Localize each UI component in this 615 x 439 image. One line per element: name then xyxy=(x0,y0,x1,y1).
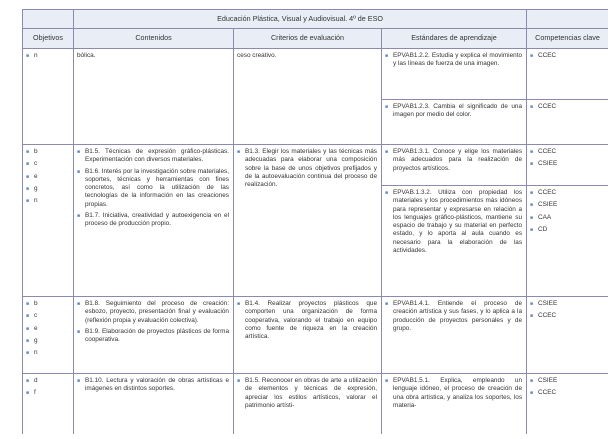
contenidos-cell xyxy=(74,374,234,435)
bullet-icon: ■ xyxy=(237,301,241,307)
competencia-item: ■ CCEC xyxy=(530,312,557,320)
bullet-icon: ■ xyxy=(26,390,30,397)
curriculum-table-wrapper xyxy=(22,9,608,434)
bullet-icon: ■ xyxy=(530,226,534,233)
competencias-cell xyxy=(527,297,608,374)
criterios-cell: ceso creativo. xyxy=(234,49,382,145)
estandar-item: ■ EPVAB1.3.1. Conoce y elige los materiales más adecuados para la realización de proyectos artísticos. xyxy=(385,148,523,172)
bullet-icon: ■ xyxy=(530,313,534,320)
criterios-cell xyxy=(234,145,382,297)
competencia-item: ■ CCEC xyxy=(530,389,557,397)
estandar-cell xyxy=(382,297,527,374)
competencias-cell xyxy=(527,374,608,435)
objetivo-item: ■ e xyxy=(26,324,38,332)
header-estandares: Estándares de aprendizaje xyxy=(382,29,527,49)
competencia-item: ■ CSIEE xyxy=(530,201,558,209)
bullet-icon: ■ xyxy=(26,301,30,307)
title-blank-cell xyxy=(23,10,74,29)
objetivo-item: ■ n xyxy=(26,197,38,205)
bullet-icon: ■ xyxy=(26,53,30,59)
criterio-item: ■ B1.3. Elegir los materiales y las técnicas más adecuadas para elaborar una composición sobre la base de unos objetivos prefijados y de la autoevaluación continua del proceso de realización. xyxy=(237,148,377,189)
bullet-icon: ■ xyxy=(237,378,241,384)
estandar-item: ■ EPVAB1.4.1. Entiende el proceso de creación artística y sus fases, y lo aplica a la producción de proyectos personales y de grupo. xyxy=(385,300,523,332)
estandar-item: ■ EPVAB1.2.3. Cambia el significado de una imagen por medio del color. xyxy=(385,103,523,119)
contenidos-cell xyxy=(74,297,234,374)
competencias-cell xyxy=(527,145,608,186)
bullet-icon: ■ xyxy=(77,213,81,220)
contenido-item: ■ B1.9. Elaboración de proyectos plásticos de forma cooperativa. xyxy=(77,327,229,344)
objetivo-item: ■ f xyxy=(26,389,36,397)
bullet-icon: ■ xyxy=(77,301,81,307)
header-criterios: Criterios de evaluación xyxy=(234,29,382,49)
competencia-item: ■ CCEC xyxy=(530,52,557,59)
bullet-icon: ■ xyxy=(26,149,30,155)
bullet-icon: ■ xyxy=(385,190,389,196)
competencias-cell xyxy=(527,49,608,100)
criterio-item: ■ B1.5. Reconocer en obras de arte a utilización de elementos y técnicas de expresión, apreciar los estilos artísticos, valorar el patrimonio artísti- xyxy=(237,377,377,409)
bullet-icon: ■ xyxy=(237,149,241,155)
contenido-item: ■ B1.10. Lectura y valoración de obras artísticas e imágenes en distintos soportes. xyxy=(77,377,229,393)
bullet-icon: ■ xyxy=(26,198,30,205)
estandar-cell xyxy=(382,100,527,145)
contenidos-cell: bólica. xyxy=(74,49,234,145)
competencia-item: ■ CCEC xyxy=(530,103,557,110)
bullet-icon: ■ xyxy=(26,350,30,357)
contenido-item: ■ B1.6. Interés por la investigación sobre materiales, soportes, técnicas y herramientas con fines concretos, así como la utilización de las tecnologías de la información en las creaciones propias. xyxy=(77,167,229,208)
bullet-icon: ■ xyxy=(26,173,30,180)
criterios-cell xyxy=(234,374,382,435)
bullet-icon: ■ xyxy=(26,185,30,192)
estandar-item: ■ EPVAB1.2.2. Estudia y explica el movimiento y las líneas de fuerza de una imagen. xyxy=(385,52,523,68)
bullet-icon: ■ xyxy=(530,301,534,307)
header-competencias: Competencias clave xyxy=(527,29,608,49)
objetivo-item: ■ g xyxy=(26,184,38,192)
competencia-item: ■ CD xyxy=(530,225,548,233)
competencia-item: ■ CSIEE xyxy=(530,160,558,168)
bullet-icon: ■ xyxy=(530,161,534,168)
table-row xyxy=(23,374,609,435)
bullet-icon: ■ xyxy=(385,53,389,59)
title-row xyxy=(23,10,609,29)
bullet-icon: ■ xyxy=(77,168,81,175)
curriculum-table xyxy=(22,9,608,434)
contenido-item: ■ B1.8. Seguimiento del proceso de creación: esbozo, proyecto, presentación final y evaluación (reflexión propia y evaluación colectiva). xyxy=(77,300,229,324)
bullet-icon: ■ xyxy=(530,104,534,110)
bullet-icon: ■ xyxy=(530,190,534,196)
bullet-icon: ■ xyxy=(77,328,81,335)
bullet-icon: ■ xyxy=(385,149,389,155)
objetivo-item: ■ c xyxy=(26,312,38,320)
bullet-icon: ■ xyxy=(530,214,534,221)
bullet-icon: ■ xyxy=(26,325,30,332)
competencia-item: ■ CCEC xyxy=(530,148,557,155)
objetivos-cell xyxy=(23,297,74,374)
bullet-icon: ■ xyxy=(530,202,534,209)
bullet-icon: ■ xyxy=(530,53,534,59)
table-row xyxy=(23,49,609,100)
bullet-icon: ■ xyxy=(530,378,534,384)
bullet-icon: ■ xyxy=(26,161,30,168)
bullet-icon: ■ xyxy=(385,301,389,307)
bullet-icon: ■ xyxy=(385,378,389,384)
objetivo-item: ■ d xyxy=(26,377,38,384)
estandar-cell xyxy=(382,186,527,297)
header-row xyxy=(23,29,609,49)
bullet-icon: ■ xyxy=(26,313,30,320)
bullet-icon: ■ xyxy=(26,337,30,344)
competencias-cell xyxy=(527,100,608,145)
objetivos-cell xyxy=(23,374,74,435)
competencia-item: ■ CSIEE xyxy=(530,300,558,307)
estandar-cell xyxy=(382,49,527,100)
objetivo-item: ■ e xyxy=(26,172,38,180)
header-objetivos: Objetivos xyxy=(23,29,74,49)
title-blank-cell-right xyxy=(527,10,608,29)
objetivo-item: ■ n xyxy=(26,349,38,357)
criterio-item: ■ B1.4. Realizar proyectos plásticos que comporten una organización de forma cooperativa, valorando el trabajo en equipo como fuente de riqueza en la creación artística. xyxy=(237,300,377,341)
objetivos-cell xyxy=(23,145,74,297)
objetivos-cell xyxy=(23,49,74,145)
bullet-icon: ■ xyxy=(530,390,534,397)
table-row xyxy=(23,297,609,374)
estandar-item: ■ EPVAB1.5.1. Explica, empleando un lenguaje idóneo, el proceso de creación de una obra artística, y analiza los soportes, los materia- xyxy=(385,377,523,409)
contenidos-cell xyxy=(74,145,234,297)
objetivo-item: ■ b xyxy=(26,300,38,307)
criterios-cell xyxy=(234,297,382,374)
competencia-item: ■ CAA xyxy=(530,213,552,221)
contenido-item: ■ B1.7. Iniciativa, creatividad y autoexigencia en el proceso de producción propio. xyxy=(77,212,229,228)
competencia-item: ■ CSIEE xyxy=(530,377,558,384)
objetivo-item: ■ b xyxy=(26,148,38,155)
estandar-cell xyxy=(382,145,527,186)
header-contenidos: Contenidos xyxy=(74,29,234,49)
objetivo-item: ■ c xyxy=(26,160,38,168)
bullet-icon: ■ xyxy=(26,378,30,384)
objetivo-item: ■ n xyxy=(26,52,38,59)
table-row xyxy=(23,145,609,186)
bullet-icon: ■ xyxy=(77,149,81,155)
bullet-icon: ■ xyxy=(385,104,389,110)
contenido-item: ■ B1.5. Técnicas de expresión gráfico-plásticas. Experimentación con diversos materiales. xyxy=(77,148,229,164)
estandar-item: ■ EPVAB.1.3.2. Utiliza con propiedad los materiales y los procedimientos más idóneos para representar y expresarse en relación a los lenguajes gráfico-plásticos, mantiene su espacio de trabajo y su material en perfecto estado, y lo aporta al aula cuando es necesario para la elaboración de las actividades. xyxy=(385,189,523,255)
table-title: Educación Plástica, Visual y Audiovisual. 4º de ESO xyxy=(74,10,527,29)
competencias-cell xyxy=(527,186,608,297)
bullet-icon: ■ xyxy=(77,378,81,384)
bullet-icon: ■ xyxy=(530,149,534,155)
objetivo-item: ■ g xyxy=(26,336,38,344)
competencia-item: ■ CCEC xyxy=(530,189,557,196)
estandar-cell xyxy=(382,374,527,435)
